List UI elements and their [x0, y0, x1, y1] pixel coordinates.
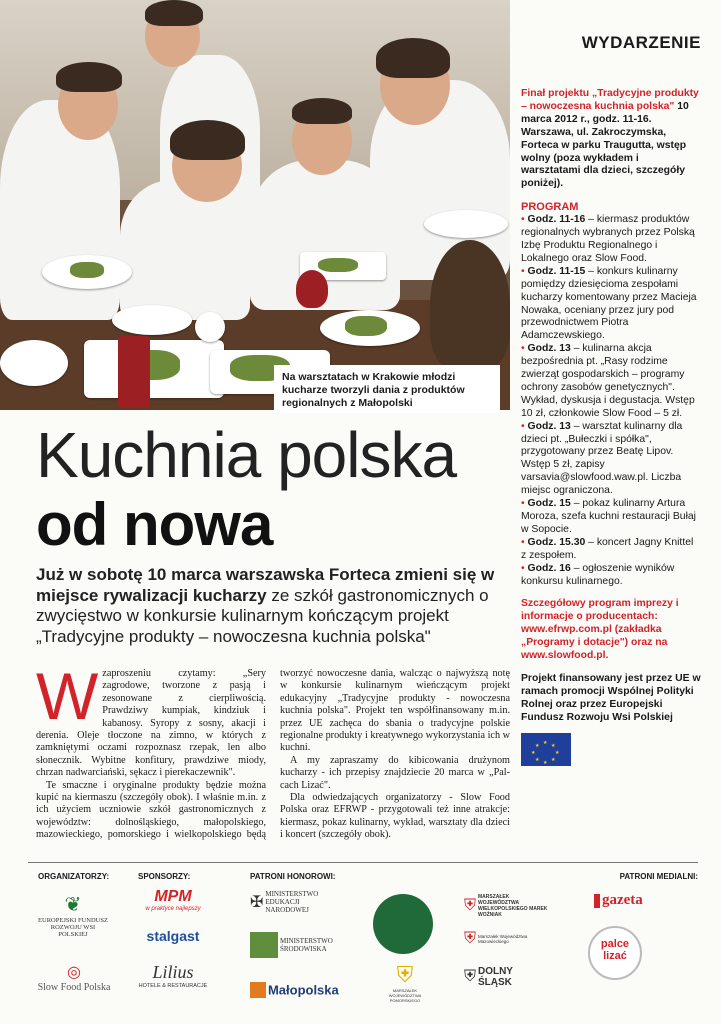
program-info-link[interactable]: Szczegółowy program imprezy i informacje o producentach: www.efrwp.com.pl (zakładka „Programy i dotacje") oraz na www.slowfood.pl.: [521, 598, 679, 662]
lead-paragraph: [36, 565, 506, 647]
section-label: WYDARZENIE: [581, 33, 701, 52]
program-item: • Godz. 15.30 – koncert Jagny Knittel z zespołem.: [521, 536, 694, 561]
efrwp-logo[interactable]: ❦ EUROPEJSKI FUNDUSZ ROZWOJU WSI POLSKIEJ: [38, 894, 108, 938]
event-title: Finał projektu „Tradycyjne produkty – nowoczesna kuchnia polska": [521, 88, 699, 112]
eagle-icon: ✠: [250, 894, 264, 911]
gazeta-logo[interactable]: gazeta: [594, 892, 654, 909]
drop-cap: W: [36, 659, 99, 733]
program-item: • Godz. 11-16 – kiermasz produktów regionalnych wybranych przez Polską Izbę Produktu Regionalnego i Lokalnego oraz Slow Food.: [521, 214, 695, 264]
mpm-logo[interactable]: MPM w praktyce najlepszy: [145, 888, 201, 912]
program-item: • Godz. 13 – warsztat kulinarny dla dzieci pt. „Bułeczki i spółka", przygotowany przez Beatę Lipov. Wstęp 5 zł, zapisy varsavia@slowfood.waw.pl. Liczba miejsc ograniczona.: [521, 420, 683, 497]
honorary-heading: PATRONI HONOROWI:: [250, 872, 336, 881]
event-details: 10 marca 2012 r., godz. 11-16. Warszawa, ul. Zakroczymska, Forteca w parku Traugutta, wstęp wolny (poza wykładem i warsztatami dla dzieci, szczegóły poniżej).: [521, 100, 689, 190]
pomorskie-logo[interactable]: ⛨ MARSZAŁEK WOJEWÓDZTWA POMORSKIEGO: [388, 962, 422, 1003]
men-logo[interactable]: ✠ MINISTERSTWO EDUKACJI NARODOWEJ: [250, 890, 319, 914]
headline-line1: Kuchnia polska: [36, 419, 457, 491]
article-paragraph: Wzaproszeniu czytamy: „Sery zagrodowe, tworzone z pasją i zesonowane z cierpliwością. Prawdziwy kumpiak, kindziuk i kabanosy. Syropy z sosny, akacji i derenia. Oleje tłoczone na zimno, w których z zamkniętymi oczami rozpoznasz rzepak, len albo słonecznik. Wybitne konfitury, prawdziwe miody, chrzan nadwarciański, sękacz i pierekaczewnik".: [36, 659, 266, 779]
ms-logo[interactable]: MINISTERSTWO ŚRODOWISKA: [250, 932, 360, 958]
dolny-slask-logo[interactable]: ⛨ DOLNY ŚLĄSK: [464, 966, 513, 988]
mazowieckie-logo[interactable]: ⛨ Marszałek Województwa Mazowieckiego: [464, 930, 528, 947]
lead-rest: ze szkół gastronomicznych o zwycięstwo w konkursie kulinarnym kończącym projekt „Tradycyjne produkty – nowoczesna kuchnia polska": [36, 585, 489, 646]
funding-note: Projekt finansowany jest przez UE w ramach promocji Wspólnej Polityki Rolnej oraz przez Europejski Fundusz Rozwoju Wsi Polskiej: [521, 672, 701, 723]
malopolska-logo[interactable]: Małopolska: [250, 982, 360, 998]
wielkopolska-logo[interactable]: ⛨ MARSZAŁEK WOJEWÓDZTWA WIELKOPOLSKIEGO MAREK WOŹNIAK: [464, 894, 548, 918]
organizers-heading: ORGANIZATORZY:: [38, 872, 110, 881]
program-item: • Godz. 11-15 – konkurs kulinarny pomiędzy dziesięcioma zespołami kucharzy komentowany przez Macieja Nowaka, oceniany przez jury pod przewodnictwem Piotra Adamczewskiego.: [521, 265, 697, 342]
program-item: • Godz. 16 – ogłoszenie wyników konkursu kulinarnego.: [521, 562, 675, 587]
article-paragraph: Dla odwiedzających organizatorzy - Slow Food Polska oraz EFRWP - przygotowali też inne atrakcje: kiermasz, pokaz kulinarny, wykład, warsztaty dla dzieci i koncert (szczegóły obok).: [280, 792, 510, 841]
palce-lizac-logo[interactable]: palce lizać: [588, 926, 642, 980]
eu-flag-icon: ★ ★ ★ ★ ★ ★ ★ ★: [521, 733, 571, 766]
program-item: • Godz. 13 – kulinarna akcja bezpośrednia pt. „Rasy rodzime zwierząt gospodarskich – programy ochrony zasobów genetycznych". Wykład, dyskusja i degustacja. Wstęp 10 zł, członkowie Slow Food – 5 zł.: [521, 343, 695, 419]
hero-photo: [0, 0, 510, 410]
article-paragraph: A my zapraszamy do kibicowania drużynom kucharzy - ich przepisy znajdziecie 20 marca w „Pal-cach Lizać".: [280, 754, 510, 791]
media-heading: PATRONI MEDIALNI:: [619, 872, 698, 881]
stalgast-logo[interactable]: stalgast: [146, 928, 200, 944]
program-heading: PROGRAM: [521, 201, 579, 214]
event-info: [521, 88, 701, 191]
photo-caption: Na warsztatach w Krakowie młodzi kucharze tworzyli dania z produktów regionalnych z Małopolski: [274, 365, 500, 413]
article-paragraph: Te smaczne i oryginalne produkty będzie można kupić na kiermaszu (szczegóły obok). I właśnie m.in. z ich użyciem uczniowie szkół gastronomicznych z województw: dolnośląskiego, małopolskiego, mazowieckiego, pomorskiego i wielkopolskiego będą tworzyć nowoczesne dania, walcząc o najwyższą notę w konkursie kulinarnym wieńczącym projekt edukacyjny „Tradycyjne produkty - nowoczesna kuchnia polska". Projekt ten współfinansowany m.in. przez UE zachęca do sbania o tradycyjne polskie regionalne produkty i kreatywnego wykorzystania ich w kuchni.: [36, 668, 510, 841]
footer-divider: [28, 862, 698, 863]
ministry-seal-logo[interactable]: [373, 894, 433, 954]
article-body: [36, 659, 510, 842]
lilius-logo[interactable]: Lilius HOTELE & RESTAURACJE: [138, 962, 208, 989]
program-list: [521, 214, 701, 588]
partner-logos: [28, 870, 698, 1020]
slow-food-logo[interactable]: ◎ Slow Food Polska: [37, 964, 111, 993]
sponsors-heading: SPONSORZY:: [138, 872, 191, 881]
program-item: • Godz. 15 – pokaz kulinarny Artura Moroza, szefa kuchni restauracji Bułaj w Sopocie.: [521, 498, 696, 535]
headline-line2: od nowa: [36, 491, 273, 558]
event-sidebar: [521, 88, 701, 766]
lead-bold: Już w sobotę 10 marca warszawska Forteca zmieni się w miejsce rywalizacji kucharzy: [36, 565, 495, 605]
